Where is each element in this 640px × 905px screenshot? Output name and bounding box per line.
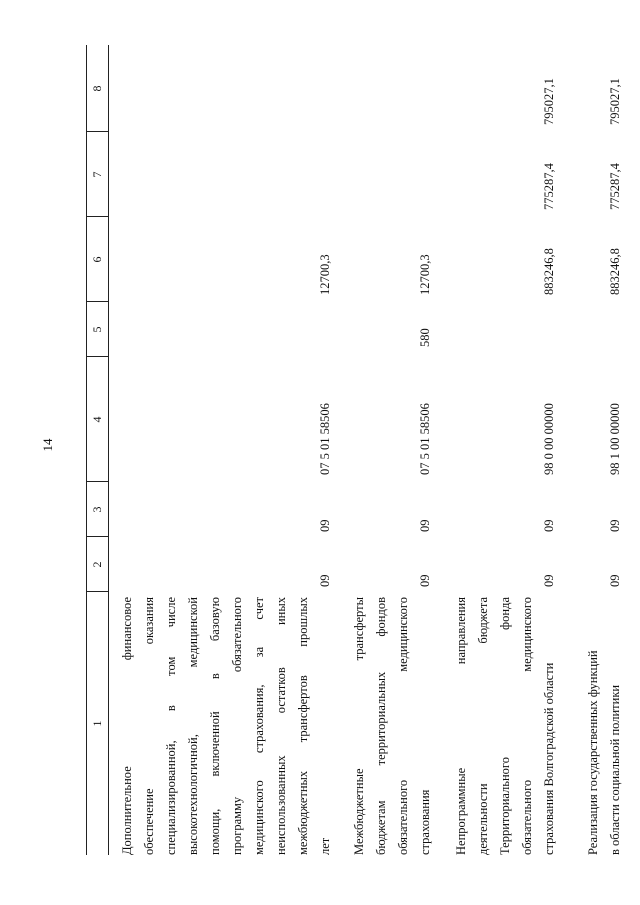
cell-section: 09 (418, 574, 432, 587)
cell-amount-1: 12700,3 (318, 254, 332, 295)
description-line: Непрограммные направления (454, 597, 468, 855)
description-line: в области социальной политики (608, 684, 622, 855)
description-line: межбюджетных трансфертов прошлых (296, 597, 310, 855)
cell-target-code: 98 1 00 00000 (608, 403, 622, 475)
cell-section: 09 (318, 574, 332, 587)
cell-subsection: 09 (608, 519, 622, 532)
column-header: 4 (90, 416, 104, 423)
table-row-description (582, 597, 626, 855)
table-row-description (450, 597, 560, 855)
description-line: лет (318, 837, 332, 855)
cell-amount-1: 12700,3 (418, 254, 432, 295)
description-line: обеспечение оказания (142, 597, 156, 855)
column-header: 5 (90, 326, 104, 333)
cell-amount-3: 795027,1 (542, 78, 556, 125)
page-number: 14 (40, 438, 55, 452)
description-line: Реализация государственных функций (586, 650, 600, 855)
column-header: 7 (90, 171, 104, 178)
cell-section: 09 (542, 574, 556, 587)
description-line: Межбюджетные трансферты (352, 597, 366, 855)
description-line: помощи, включенной в базовую (208, 597, 222, 855)
column-header: 6 (90, 256, 104, 263)
cell-subsection: 09 (318, 519, 332, 532)
description-line: Территориального фонда (498, 597, 512, 855)
column-header: 3 (90, 506, 104, 513)
column-header: 8 (90, 85, 104, 92)
budget-table (86, 45, 640, 855)
description-line: специализированной, в том числе (164, 597, 178, 855)
table-row-description (116, 597, 336, 855)
cell-amount-1: 883246,8 (608, 248, 622, 295)
cell-amount-2: 775287,4 (608, 163, 622, 210)
column-header: 1 (90, 720, 104, 727)
cell-expense-type: 580 (418, 328, 432, 347)
cell-target-code: 98 0 00 00000 (542, 403, 556, 475)
description-line: страхования (418, 789, 432, 855)
cell-subsection: 09 (542, 519, 556, 532)
description-line: Дополнительное финансовое (120, 597, 134, 855)
table-row-description (348, 597, 436, 855)
description-line: обязательного медицинского (520, 597, 534, 855)
cell-amount-2: 775287,4 (542, 163, 556, 210)
description-line: обязательного медицинского (396, 597, 410, 855)
description-line: высокотехнологичной, медицинской (186, 597, 200, 855)
column-header: 2 (90, 561, 104, 568)
header-bottom-border (108, 45, 109, 855)
description-line: деятельности бюджета (476, 597, 490, 855)
cell-amount-1: 883246,8 (542, 248, 556, 295)
cell-target-code: 07 5 01 58506 (418, 403, 432, 475)
description-line: медицинского страхования, за счет (252, 597, 266, 855)
description-line: бюджетам территориальных фондов (374, 597, 388, 855)
description-line: страхования Волгоградской области (542, 662, 556, 855)
cell-amount-3: 795027,1 (608, 78, 622, 125)
description-line: неиспользованных остатков иных (274, 597, 288, 855)
cell-section: 09 (608, 574, 622, 587)
cell-target-code: 07 5 01 58506 (318, 403, 332, 475)
cell-subsection: 09 (418, 519, 432, 532)
description-line: программу обязательного (230, 597, 244, 855)
